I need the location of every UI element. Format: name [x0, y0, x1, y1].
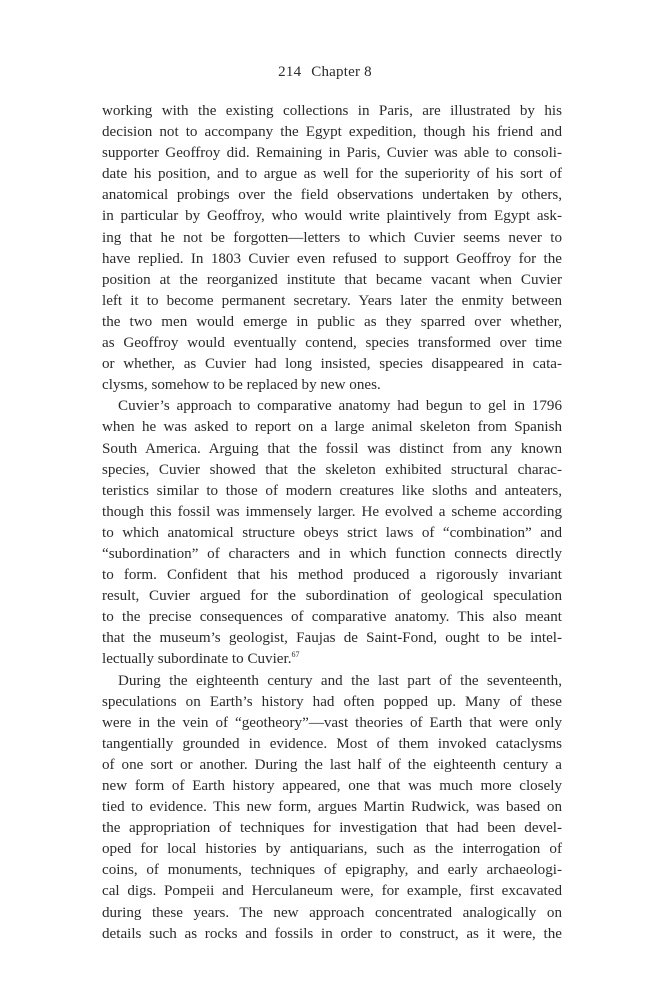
- text-line: coins, of monuments, techniques of epigraphy, and early archaeologi-: [102, 862, 562, 879]
- text-line: position at the reorganized institute that became vacant when Cuvier: [102, 271, 562, 288]
- text-line: though this fossil was immensely larger. He evolved a scheme according: [102, 503, 562, 520]
- text-line: date his position, and to argue as well for the superiority of his sort of: [102, 166, 562, 183]
- text-line: or whether, as Cuvier had long insisted, species disappeared in cata-: [102, 356, 562, 373]
- text-line: have replied. In 1803 Cuvier even refused to support Geoffroy for the: [102, 250, 562, 267]
- text-line: supporter Geoffroy did. Remaining in Paris, Cuvier was able to consoli-: [102, 145, 562, 162]
- text-line: when he was asked to report on a large animal skeleton from Spanish: [102, 419, 562, 436]
- text-line: new form of Earth history appeared, one that was much more closely: [102, 778, 562, 794]
- text-line: to form. Confident that his method produced a rigorously invariant: [102, 567, 562, 584]
- text-line: [102, 649, 562, 670]
- text-line: of one sort or another. During the last half of the eighteenth century a: [102, 756, 562, 773]
- running-head: [0, 64, 650, 81]
- text-line: “subordination” of characters and in which function connects directly: [102, 545, 562, 562]
- page-number: 214: [278, 64, 302, 80]
- text-line: details such as rocks and fossils in order to construct, as it were, the: [102, 925, 562, 942]
- text-line: to the precise consequences of comparative anatomy. This also meant: [102, 609, 562, 626]
- text-line: during these years. The new approach concentrated analogically on: [102, 904, 562, 921]
- text-line-content: lectually subordinate to Cuvier.: [102, 651, 292, 668]
- text-line: clysms, somehow to be replaced by new ones.: [102, 377, 381, 394]
- text-line: anatomical probings over the field observations undertaken by others,: [102, 187, 562, 204]
- text-line: species, Cuvier showed that the skeleton exhibited structural charac-: [102, 461, 562, 478]
- footnote-ref: 67: [291, 650, 300, 660]
- text-line: cal digs. Pompeii and Herculaneum were, for example, first excavated: [102, 883, 562, 900]
- text-line: ing that he not be forgotten—letters to which Cuvier seems never to: [102, 229, 562, 246]
- body-text: [102, 101, 562, 945]
- paragraph-first-line: Cuvier’s approach to comparative anatomy had begun to gel in 1796: [118, 398, 562, 415]
- text-line: decision not to accompany the Egypt expedition, though his friend and: [102, 124, 562, 141]
- text-line: oped for local histories by antiquarians, such as the interrogation of: [102, 841, 562, 858]
- text-line: as Geoffroy would eventually contend, species transformed over time: [102, 335, 562, 352]
- text-line: South America. Arguing that the fossil was distinct from any known: [102, 440, 562, 457]
- text-line: tangentially grounded in evidence. Most of them invoked cataclysms: [102, 735, 562, 752]
- text-line: result, Cuvier argued for the subordination of geological speculation: [102, 588, 562, 605]
- text-line: to which anatomical structure obeys strict laws of “combination” and: [102, 524, 562, 541]
- chapter-label: Chapter 8: [311, 64, 372, 80]
- text-line: in particular by Geoffroy, who would write plaintively from Egypt ask-: [102, 208, 562, 225]
- text-line: speculations on Earth’s history had often popped up. Many of these: [102, 693, 562, 710]
- text-line: teristics similar to those of modern creatures like sloths and anteaters,: [102, 482, 562, 499]
- text-line: working with the existing collections in Paris, are illustrated by his: [102, 103, 562, 119]
- text-line: the appropriation of techniques for investigation that had been devel-: [102, 820, 562, 837]
- text-line: were in the vein of “geotheory”—vast theories of Earth that were only: [102, 714, 562, 731]
- text-line: tied to evidence. This new form, argues Martin Rudwick, was based on: [102, 799, 562, 816]
- text-line: left it to become permanent secretary. Years later the enmity between: [102, 292, 562, 309]
- text-line: that the museum’s geologist, Faujas de Saint-Fond, ought to be intel-: [102, 630, 562, 647]
- paragraph-first-line: During the eighteenth century and the last part of the seventeenth,: [118, 672, 562, 689]
- text-line: the two men would emerge in public as they sparred over whether,: [102, 313, 562, 330]
